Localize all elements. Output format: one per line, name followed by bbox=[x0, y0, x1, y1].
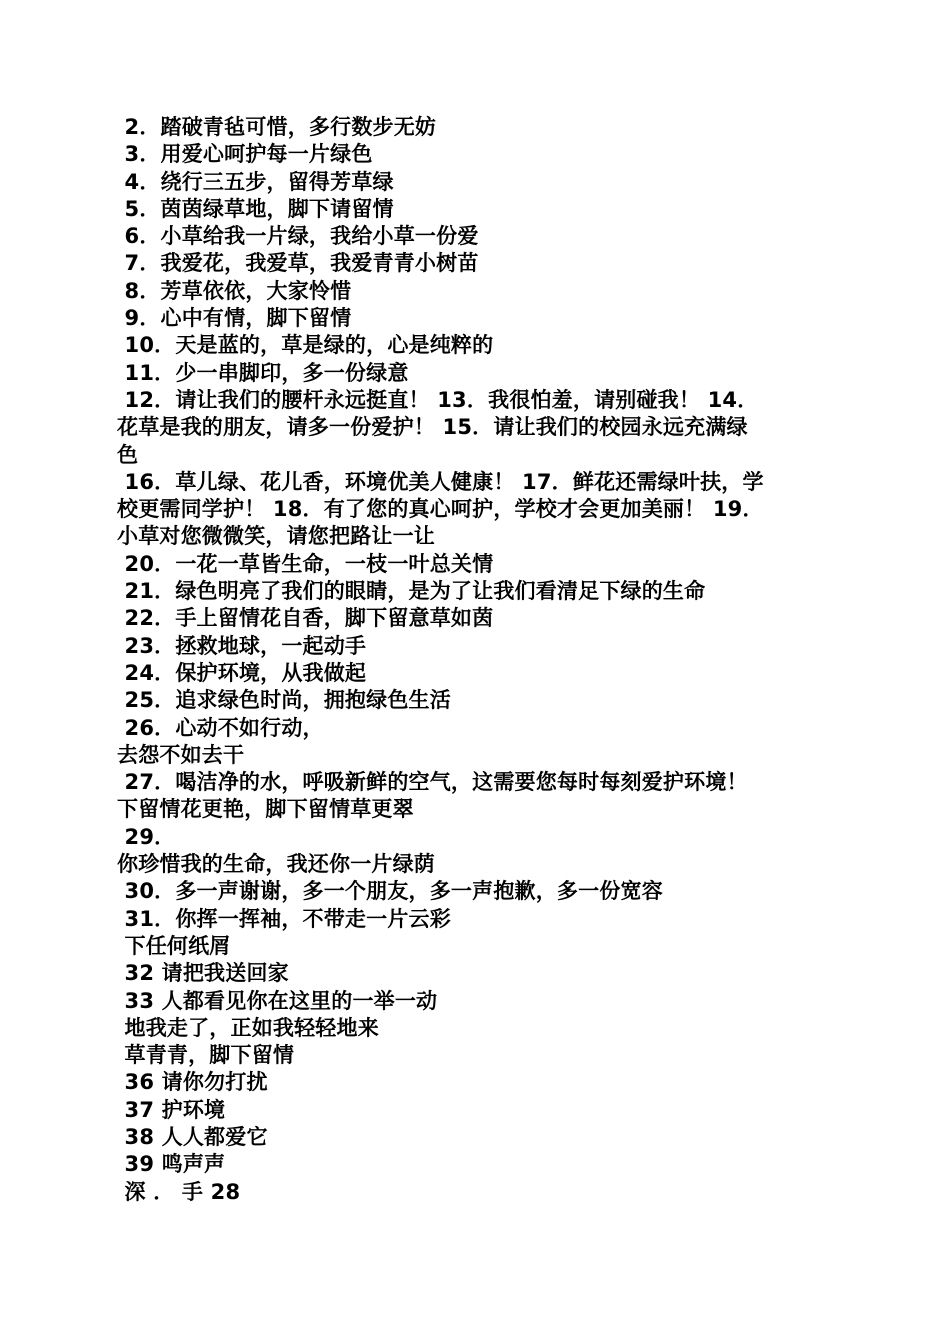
text-line: 9．心中有情，脚下留情 bbox=[117, 306, 352, 331]
text-line: 下任何纸屑 bbox=[117, 933, 231, 958]
text-line: 30．多一声谢谢，多一个朋友，多一声抱歉，多一份宽容 bbox=[117, 879, 663, 904]
text-line: 33 人都看见你在这里的一举一动 bbox=[117, 988, 438, 1013]
slogan-list bbox=[117, 114, 838, 1206]
text-line: 25．追求绿色时尚，拥抱绿色生活 bbox=[117, 688, 451, 713]
text-line: 去怨不如去干 bbox=[117, 742, 245, 767]
text-line: 草青青，脚下留情 bbox=[117, 1043, 295, 1068]
text-line: 31．你挥一挥袖，不带走一片云彩 bbox=[117, 906, 451, 931]
text-line: 深 ． 手 28 bbox=[117, 1179, 241, 1204]
text-line: 地我走了，正如我轻轻地来 bbox=[117, 1015, 379, 1040]
text-line: 22．手上留情花自香，脚下留意草如茵 bbox=[117, 606, 494, 631]
text-line: 8．芳草依依，大家怜惜 bbox=[117, 278, 352, 303]
text-line: 32 请把我送回家 bbox=[117, 961, 289, 986]
text-line: 小草对您微微笑，请您把路让一让 bbox=[117, 524, 435, 549]
text-line: 21．绿色明亮了我们的眼睛，是为了让我们看清足下绿的生命 bbox=[117, 579, 706, 604]
text-line: 24．保护环境，从我做起 bbox=[117, 660, 367, 685]
text-line: 你珍惜我的生命，我还你一片绿荫 bbox=[117, 852, 435, 877]
text-line: 下留情花更艳，脚下留情草更翠 bbox=[117, 797, 414, 822]
text-line: 花草是我的朋友，请多一份爱护！ 15．请让我们的校园永远充满绿 bbox=[117, 415, 748, 440]
text-line: 11．少一串脚印，多一份绿意 bbox=[117, 360, 409, 385]
text-line: 20．一花一草皆生命，一枝一叶总关情 bbox=[117, 551, 494, 576]
text-line: 29． bbox=[117, 824, 176, 849]
text-line: 色 bbox=[117, 442, 139, 467]
text-line: 39 鸣声声 bbox=[117, 1152, 226, 1177]
text-line: 27．喝洁净的水，呼吸新鲜的空气，这需要您每时每刻爱护环境！ bbox=[117, 770, 748, 795]
text-line: 6．小草给我一片绿，我给小草一份爱 bbox=[117, 224, 479, 249]
text-line: 10．天是蓝的，草是绿的，心是纯粹的 bbox=[117, 333, 494, 358]
text-line: 校更需同学护！ 18．有了您的真心呵护，学校才会更加美丽！ 19． bbox=[117, 497, 764, 522]
text-line: 3．用爱心呵护每一片绿色 bbox=[117, 142, 373, 167]
text-line: 16．草儿绿、花儿香，环境优美人健康！ 17．鲜花还需绿叶扶，学 bbox=[117, 469, 764, 494]
text-line: 4．绕行三五步，留得芳草绿 bbox=[117, 169, 394, 194]
text-line: 36 请你勿打扰 bbox=[117, 1070, 268, 1095]
text-line: 12．请让我们的腰杆永远挺直！ 13．我很怕羞，请别碰我！ 14． bbox=[117, 387, 759, 412]
text-line: 2．踏破青毡可惜，多行数步无妨 bbox=[117, 115, 437, 139]
text-line: 38 人人都爱它 bbox=[117, 1124, 268, 1149]
text-line: 23．拯救地球，一起动手 bbox=[117, 633, 367, 658]
text-line: 37 护环境 bbox=[117, 1097, 226, 1122]
text-line: 7．我爱花，我爱草，我爱青青小树苗 bbox=[117, 251, 479, 276]
text-line: 5．茵茵绿草地，脚下请留情 bbox=[117, 196, 394, 221]
text-line: 26．心动不如行动， bbox=[117, 715, 324, 740]
